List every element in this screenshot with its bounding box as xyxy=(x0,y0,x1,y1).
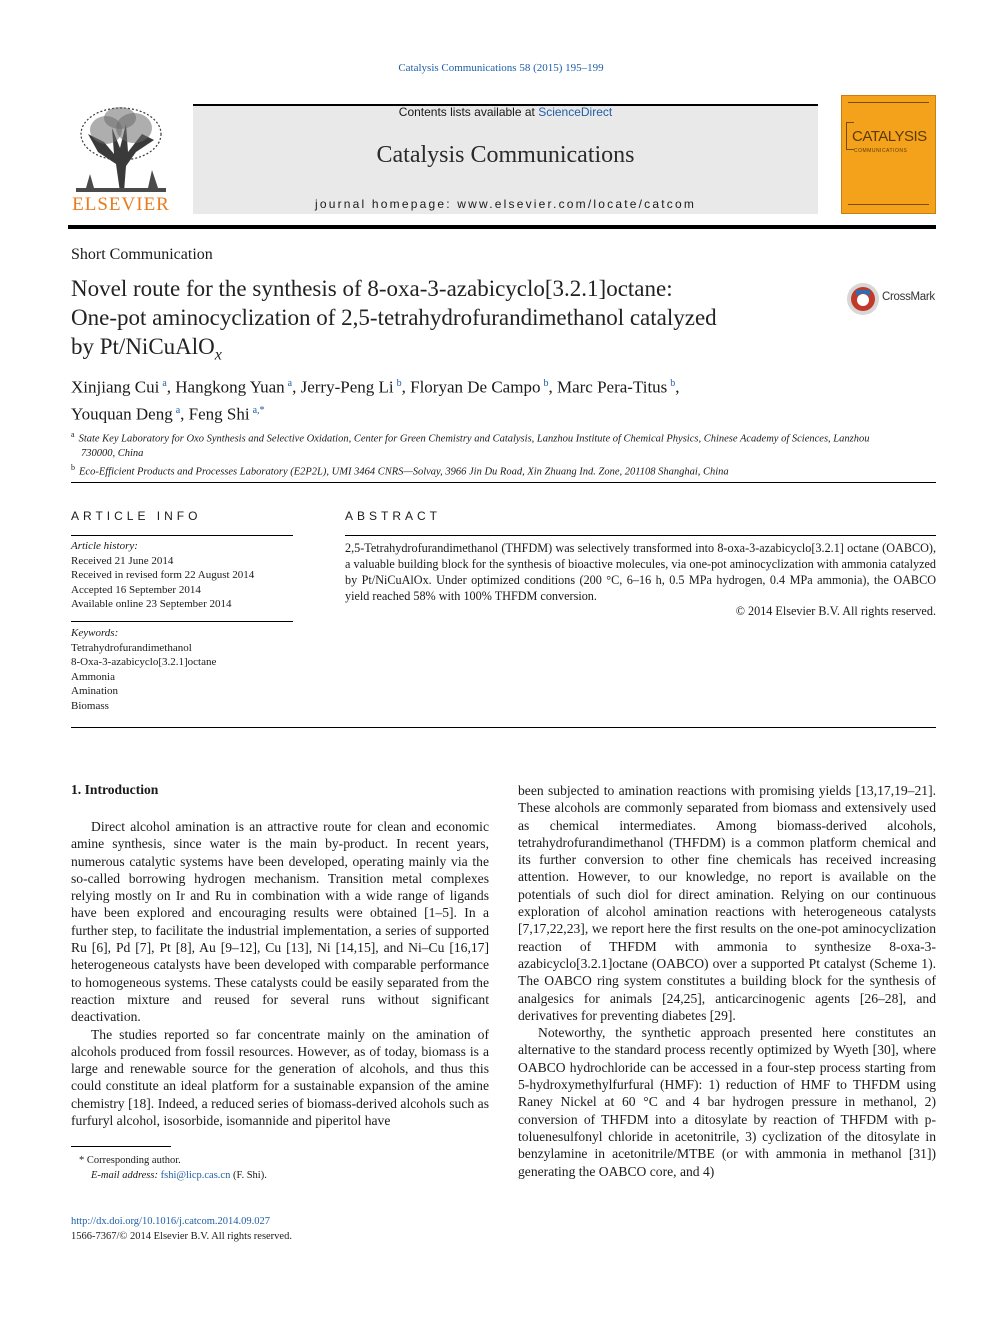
body-paragraph: been subjected to amination reactions with promising yields [13,17,19–21]. These alcohols are commonly separated from biomass and extensively used as chemical intermediates. Among biomass-derived alcohols, tetrahydrofurandimethanol (THFDM) is a common platform chemical and its further conversion to other fine chemicals has received increasing attention. However, to our knowledge, no report is available on the potentials of such diol for direct amination. Relying on our continuous exploration of alcohol amination reactions with heterogeneous catalysts [7,17,22,23], we report here the first results on the one-pot aminocyclization reaction of THFDM with ammonia to synthesize 8-oxa-3-azabicyclo[3.2.1]octane (OABCO) over a supported Pt catalyst (Scheme 1). The OABCO ring system constitutes a building block for the synthesis of analgesics for animals [24,25], anticarcinogenic agents [26–28], and derivatives for preventing diabetes [29]. xyxy=(518,783,936,1023)
journal-citation-line[interactable] xyxy=(0,62,992,74)
abstract-text: 2,5-Tetrahydrofurandimethanol (THFDM) was selectively transformed into 8-oxa-3-azabicyclo[3.2.1] octane (OABCO), a valuable building block for the synthesis of bioactive molecules, via one-pot aminocyclization with ammonia catalyzed by Pt/NiCuAlOx. Under optimized conditions (200 °C, 6–16 h, 0.5 MPa hydrogen, 0.4 MPa ammonia), the OABCO yield reached 58% with 100% THFDM conversion. xyxy=(345,541,936,603)
affiliation-key: b xyxy=(71,462,75,472)
affiliation-text: State Key Laboratory for Oxo Synthesis and Selective Oxidation, Center for Green Chemistry and Catalysis, Lanzhou Institute of Chemical Physics, Chinese Academy of Sciences, Lanzhou 730000, China xyxy=(78,433,870,459)
affiliations xyxy=(71,428,901,479)
elsevier-wordmark: ELSEVIER xyxy=(72,194,170,215)
abstract-copyright: © 2014 Elsevier B.V. All rights reserved. xyxy=(735,604,936,618)
author-name[interactable]: Hangkong Yuan xyxy=(175,377,285,397)
keywords-rule xyxy=(71,621,293,622)
history-item: Accepted 16 September 2014 xyxy=(71,583,201,596)
email-link[interactable]: fshi@licp.cas.cn xyxy=(160,1169,231,1181)
author-separator: , xyxy=(166,377,176,397)
article-title xyxy=(71,274,811,370)
body-paragraph: Direct alcohol amination is an attractive route for clean and economic amine synthesis, since water is the main by-product. In recent years, numerous catalytic systems have been developed, operating mainly via the so-called borrowing hydrogen mechanism. Transition metal complexes relying mostly on Ir and Ru in combination with a wide range of ligands have been explored and encouraging results were obtained [1–5]. In a further step, to facilitate the industrial implementation, a series of supported Ru [6], Pd [7], Pt [8], Au [9–12], Cu [13], Ni [14,15], and Ni–Cu [16,17] heterogeneous catalysts have been developed with comparable performance to homogeneous systems. These catalysts could be easily separated from the reaction mixture and reused for several runs without significant deactivation. xyxy=(71,819,489,1025)
author-separator: , xyxy=(548,377,557,397)
affiliation-text: Eco-Efficient Products and Processes Laboratory (E2P2L), UMI 3464 CNRS—Solvay, 3966 Jin Du Road, Xin Zhuang Ind. Zone, 201108 Shanghai, China xyxy=(79,466,729,477)
author-separator: , xyxy=(401,377,411,397)
affiliation-item xyxy=(71,428,901,461)
article-info-heading: ARTICLE INFO xyxy=(71,509,202,523)
title-line-3: by Pt/NiCuAlO$_x$ xyxy=(71,334,222,364)
body-paragraph: The studies reported so far concentrate mainly on the amination of alcohols produced from fossil resources. However, as of today, biomass is a large and renewable source for the generation of alcohols, and thus this could constitute an ideal platform for a sustainable expansion of the amine chemistry [18]. Indeed, a reduced series of biomass-derived alcohols such as furfuryl alcohol, isosorbide, isomannide and piperitol have xyxy=(71,1026,489,1129)
issn-line: 1566-7367/© 2014 Elsevier B.V. All rights reserved. xyxy=(71,1230,292,1242)
abstract-rule xyxy=(345,535,936,536)
keywords-block xyxy=(71,626,293,713)
right-column xyxy=(518,782,936,1180)
author-affiliation-marker[interactable]: a xyxy=(175,404,181,416)
keyword-item: Ammonia xyxy=(71,670,115,683)
author-name[interactable]: Marc Pera-Titus xyxy=(556,377,668,397)
crossmark-badge[interactable] xyxy=(846,282,942,314)
keyword-item: Tetrahydrofurandimethanol xyxy=(71,641,192,654)
author-separator: , xyxy=(675,377,680,397)
asterisk-marker: * xyxy=(79,1155,87,1166)
title-line-2: One-pot aminocyclization of 2,5-tetrahydrofurandimethanol catalyzed xyxy=(71,305,717,330)
footnote-rule xyxy=(71,1146,171,1147)
history-item: Received in revised form 22 August 2014 xyxy=(71,569,255,581)
author-separator: , xyxy=(180,404,189,424)
corresponding-author-note: Corresponding author. xyxy=(86,1155,181,1166)
author-affiliation-marker[interactable]: b xyxy=(543,378,549,389)
email-suffix: (F. Shi). xyxy=(232,1169,267,1181)
history-label: Article history: xyxy=(71,540,138,552)
journal-cover-thumbnail[interactable] xyxy=(841,95,936,214)
email-label: E-mail address: xyxy=(91,1169,158,1181)
affiliation-key: a xyxy=(71,430,75,439)
author-name[interactable]: Floryan De Campo xyxy=(410,377,541,397)
body-paragraph: Noteworthy, the synthetic approach presented here constitutes an alternative to the standard process recently optimized by Wyeth [30], where OABCO hydrochloride can be accessed in a four-step process starting from 5-hydroxymethylfurfural (HMF): 1) reduction of HMF to THFDM using Raney Nickel at 60 °C and 4 bar hydrogen pressure in methanol, 2) conversion of THFDM into a ditosylate by reaction of THFDM with p-toluenesulfonyl chloride in acetonitrile, 3) cyclization of the ditosylate in benzylamine in acetonitrile/MTBE (or with ammonia in methanol [31]) generating the OABCO core, and 4) xyxy=(518,1025,936,1179)
title-line-1: Novel route for the synthesis of 8-oxa-3-azabicyclo[3.2.1]octane: xyxy=(71,276,673,301)
header-rule xyxy=(68,225,936,229)
affiliation-rule xyxy=(71,482,936,483)
left-column xyxy=(71,818,489,1129)
keyword-item: 8-Oxa-3-azabicyclo[3.2.1]octane xyxy=(71,656,217,668)
keyword-item: Amination xyxy=(71,685,119,697)
cover-subtitle: COMMUNICATIONS xyxy=(854,148,908,154)
abstract-heading: ABSTRACT xyxy=(345,509,442,523)
crossmark-label: CrossMark xyxy=(882,291,935,303)
journal-title: Catalysis Communications xyxy=(376,142,635,168)
elsevier-logo xyxy=(68,104,174,216)
doi-block xyxy=(71,1215,292,1244)
doi-link[interactable]: http://dx.doi.org/10.1016/j.catcom.2014.09.027 xyxy=(71,1216,271,1227)
journal-homepage: journal homepage: www.elsevier.com/locate/catcom xyxy=(314,197,697,211)
journal-citation[interactable]: Catalysis Communications 58 (2015) 195–199 xyxy=(398,62,604,74)
article-info-rule xyxy=(71,535,293,536)
author-affiliation-marker[interactable]: b xyxy=(396,378,402,389)
author-name[interactable]: Xinjiang Cui xyxy=(71,377,160,397)
author-separator: , xyxy=(292,377,301,397)
author-list xyxy=(71,372,811,425)
article-type: Short Communication xyxy=(71,246,213,263)
keyword-item: Biomass xyxy=(71,699,109,712)
crossmark-icon xyxy=(846,282,880,316)
abstract-end-rule xyxy=(71,727,936,728)
author-name[interactable]: Youquan Deng xyxy=(71,404,173,424)
affiliation-item xyxy=(71,461,901,480)
author-affiliation-marker[interactable]: a xyxy=(162,378,167,389)
section-heading-introduction: 1. Introduction xyxy=(71,782,159,797)
contents-available: Contents lists available at ScienceDirect xyxy=(398,105,613,119)
author-name[interactable]: Jerry-Peng Li xyxy=(300,377,394,397)
footnote xyxy=(71,1154,481,1183)
homepage-link[interactable]: www.elsevier.com/locate/catcom xyxy=(457,197,697,211)
cover-title: CATALYSIS xyxy=(852,128,927,145)
author-affiliation-marker[interactable]: a,* xyxy=(252,404,265,416)
article-history xyxy=(71,539,293,612)
author-name[interactable]: Feng Shi xyxy=(188,404,250,424)
history-item: Available online 23 September 2014 xyxy=(71,598,232,610)
keywords-label: Keywords: xyxy=(71,627,119,639)
author-affiliation-marker[interactable]: a xyxy=(287,378,293,389)
author-affiliation-marker[interactable]: b xyxy=(670,378,676,389)
sciencedirect-link[interactable]: ScienceDirect xyxy=(538,105,613,119)
history-item: Received 21 June 2014 xyxy=(71,554,174,567)
